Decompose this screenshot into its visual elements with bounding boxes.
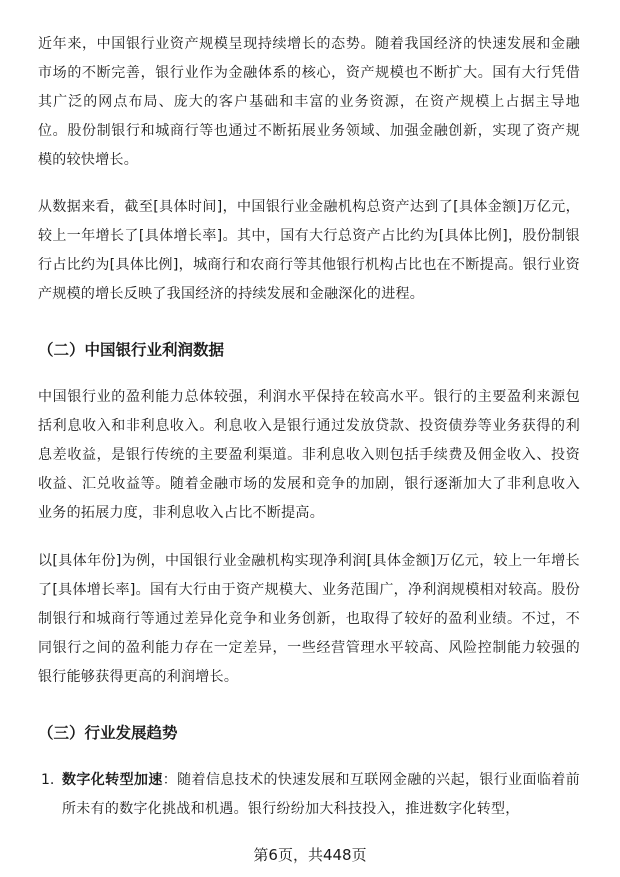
page-number-footer: 第6页，共448页	[253, 846, 367, 864]
list-number: 1.	[41, 772, 55, 788]
paragraph-profit-figures: 以[具体年份]为例，中国银行业金融机构实现净利润[具体金额]万亿元，较上一年增长了[具体增长率]。国有大行由于资产规模大、业务范围广，净利润规模相对较高。股份制银行和城商行等通过差异化竞争和业务创新，也取得了较好的盈利业绩。不过，不同银行之间的盈利能力存在一定差异，一些经营管理水平较高、风险控制能力较强的银行能够获得更高的利润增长。	[38, 553, 580, 685]
list-item-body	[62, 766, 580, 824]
list-item-title: 数字化转型加速	[62, 772, 163, 788]
paragraph-profitability: 中国银行业的盈利能力总体较强，利润水平保持在较高水平。银行的主要盈利来源包括利息收入和非利息收入。利息收入是银行通过发放贷款、投资债券等业务获得的利息差收益，是银行传统的主要盈利渠道。非利息收入则包括手续费及佣金收入、投资收益、汇兑收益等。随着金融市场的发展和竞争的加剧，银行逐渐加大了非利息收入业务的拓展力度，非利息收入占比不断提高。	[38, 389, 580, 521]
list-item-text: ：随着信息技术的快速发展和互联网金融的兴起，银行业面临着前所未有的数字化挑战和机遇。银行纷纷加大科技投入，推进数字化转型，	[62, 772, 580, 817]
paragraph-asset-growth: 近年来，中国银行业资产规模呈现持续增长的态势。随着我国经济的快速发展和金融市场的不断完善，银行业作为金融体系的核心，资产规模也不断扩大。国有大行凭借其广泛的网点布局、庞大的客户基础和丰富的业务资源，在资产规模上占据主导地位。股份制银行和城商行等也通过不断拓展业务领域、加强金融创新，实现了资产规模的较快增长。	[38, 36, 580, 168]
section-heading-industry-trends: （三）行业发展趋势	[38, 724, 178, 742]
section-heading-profit-data: （二）中国银行业利润数据	[38, 341, 225, 359]
paragraph-asset-data: 从数据来看，截至[具体时间]，中国银行业金融机构总资产达到了[具体金额]万亿元，较上一年增长了[具体增长率]。其中，国有大行总资产占比约为[具体比例]，股份制银行占比约为[具体比例]，城商行和农商行等其他银行机构占比也在不断提高。银行业资产规模的增长反映了我国经济的持续发展和金融深化的进程。	[38, 199, 580, 302]
